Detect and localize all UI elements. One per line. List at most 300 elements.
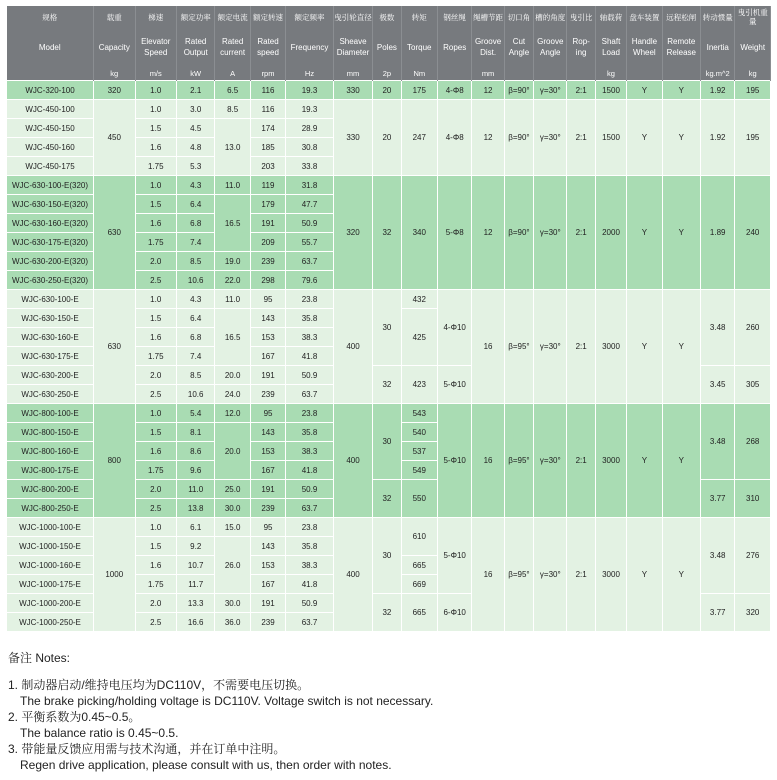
power-cell: 3.0	[176, 100, 214, 119]
frequency-cell: 30.8	[286, 138, 334, 157]
header-cn: 转动惯量	[701, 6, 735, 28]
power-cell: 4.3	[176, 176, 214, 195]
groove-angle-cell: γ=30°	[534, 100, 567, 176]
rpm-cell: 179	[250, 195, 285, 214]
speed-cell: 1.0	[135, 176, 176, 195]
rpm-cell: 95	[250, 290, 285, 309]
shaft-load-cell: 1500	[595, 81, 626, 100]
header-en: Frequency	[286, 28, 334, 66]
header-unit: Nm	[401, 66, 437, 81]
frequency-cell: 35.8	[286, 537, 334, 556]
weight-cell: 268	[735, 404, 771, 480]
groove-angle-cell: γ=30°	[534, 404, 567, 518]
header-cn: 槽的角度	[534, 6, 567, 28]
weight-cell: 240	[735, 176, 771, 290]
cut-angle-cell: β=95°	[504, 518, 533, 632]
note-item-2-cn: 2. 平衡系数为0.45~0.5。	[8, 710, 141, 724]
frequency-cell: 38.3	[286, 328, 334, 347]
remote-release-cell: Y	[662, 81, 700, 100]
header-cn: 载重	[94, 6, 135, 28]
header-unit	[534, 66, 567, 81]
note-item-2-en: The balance ratio is 0.45~0.5.	[20, 726, 179, 740]
power-cell: 11.7	[176, 575, 214, 594]
header-unit: kW	[176, 66, 214, 81]
model-cell: WJC-320-100	[7, 81, 94, 100]
speed-cell: 1.75	[135, 233, 176, 252]
torque-cell: 423	[401, 366, 437, 404]
model-cell: WJC-630-160-E(320)	[7, 214, 94, 233]
poles-cell: 32	[373, 480, 401, 518]
model-cell: WJC-630-150-E	[7, 309, 94, 328]
current-cell: 6.5	[215, 81, 250, 100]
remote-release-cell: Y	[662, 290, 700, 404]
note-item-1-en: The brake picking/holding voltage is DC110V. Voltage switch is not necessary.	[20, 694, 434, 708]
ropes-cell: 5-Φ10	[437, 404, 471, 518]
ropes-cell: 5-Φ10	[437, 366, 471, 404]
current-cell: 12.0	[215, 404, 250, 423]
power-cell: 5.4	[176, 404, 214, 423]
handle-wheel-cell: Y	[627, 404, 662, 518]
power-cell: 13.3	[176, 594, 214, 613]
current-cell: 20.0	[215, 366, 250, 385]
ropes-cell: 6-Φ10	[437, 594, 471, 632]
poles-cell: 32	[373, 176, 401, 290]
current-cell: 24.0	[215, 385, 250, 404]
model-cell: WJC-800-200-E	[7, 480, 94, 499]
header-en: Rop-ing	[567, 28, 595, 66]
rpm-cell: 298	[250, 271, 285, 290]
model-cell: WJC-450-150	[7, 119, 94, 138]
speed-cell: 1.75	[135, 347, 176, 366]
speed-cell: 1.0	[135, 518, 176, 537]
roping-cell: 2:1	[567, 81, 595, 100]
header-en: Torque	[401, 28, 437, 66]
rpm-cell: 116	[250, 100, 285, 119]
model-cell: WJC-450-175	[7, 157, 94, 176]
header-unit: m/s	[135, 66, 176, 81]
rpm-cell: 119	[250, 176, 285, 195]
groove-dist-cell: 12	[472, 100, 504, 176]
frequency-cell: 28.9	[286, 119, 334, 138]
rpm-cell: 239	[250, 613, 285, 632]
torque-cell: 247	[401, 100, 437, 176]
header-unit	[627, 66, 662, 81]
frequency-cell: 63.7	[286, 385, 334, 404]
current-cell: 22.0	[215, 271, 250, 290]
rpm-cell: 239	[250, 252, 285, 271]
rpm-cell: 153	[250, 556, 285, 575]
speed-cell: 2.5	[135, 271, 176, 290]
header-en: Capacity	[94, 28, 135, 66]
header-cn: 规格	[7, 6, 94, 28]
power-cell: 13.8	[176, 499, 214, 518]
header-unit: 2p	[373, 66, 401, 81]
header-unit: kg.m^2	[701, 66, 735, 81]
model-cell: WJC-630-175-E(320)	[7, 233, 94, 252]
inertia-cell: 1.92	[701, 81, 735, 100]
header-en: Inertia	[701, 28, 735, 66]
shaft-load-cell: 3000	[595, 404, 626, 518]
torque-cell: 550	[401, 480, 437, 518]
speed-cell: 1.5	[135, 423, 176, 442]
power-cell: 8.5	[176, 252, 214, 271]
groove-dist-cell: 16	[472, 518, 504, 632]
table-row	[7, 100, 771, 119]
inertia-cell: 3.45	[701, 366, 735, 404]
note-item-1-cn: 1. 制动器启动/维持电压均为DC110V，不需要电压切换。	[8, 678, 310, 692]
header-en: Weight	[735, 28, 771, 66]
header-en: Rated speed	[250, 28, 285, 66]
current-cell: 30.0	[215, 499, 250, 518]
power-cell: 11.0	[176, 480, 214, 499]
frequency-cell: 50.9	[286, 214, 334, 233]
frequency-cell: 19.3	[286, 100, 334, 119]
header-en: Sheave Diameter	[333, 28, 372, 66]
handle-wheel-cell: Y	[627, 518, 662, 632]
speed-cell: 2.5	[135, 385, 176, 404]
remote-release-cell: Y	[662, 404, 700, 518]
header-unit: kg	[595, 66, 626, 81]
table-row	[7, 290, 771, 309]
speed-cell: 1.75	[135, 157, 176, 176]
current-cell: 20.0	[215, 423, 250, 480]
groove-dist-cell: 12	[472, 176, 504, 290]
table-header	[7, 6, 771, 81]
speed-cell: 2.0	[135, 594, 176, 613]
poles-cell: 30	[373, 518, 401, 594]
header-cn: 绳槽节距	[472, 6, 504, 28]
rpm-cell: 209	[250, 233, 285, 252]
torque-cell: 540	[401, 423, 437, 442]
power-cell: 10.7	[176, 556, 214, 575]
current-cell: 16.5	[215, 195, 250, 252]
current-cell: 19.0	[215, 252, 250, 271]
groove-dist-cell: 12	[472, 81, 504, 100]
frequency-cell: 19.3	[286, 81, 334, 100]
header-cn: 转矩	[401, 6, 437, 28]
sheave-cell: 400	[333, 404, 372, 518]
rpm-cell: 191	[250, 594, 285, 613]
header-en: Remote Release	[662, 28, 700, 66]
frequency-cell: 79.6	[286, 271, 334, 290]
rpm-cell: 167	[250, 575, 285, 594]
rpm-cell: 191	[250, 480, 285, 499]
speed-cell: 2.5	[135, 613, 176, 632]
roping-cell: 2:1	[567, 100, 595, 176]
frequency-cell: 50.9	[286, 594, 334, 613]
roping-cell: 2:1	[567, 176, 595, 290]
frequency-cell: 63.7	[286, 499, 334, 518]
handle-wheel-cell: Y	[627, 81, 662, 100]
model-cell: WJC-1000-200-E	[7, 594, 94, 613]
header-row-unit	[7, 66, 771, 81]
frequency-cell: 33.8	[286, 157, 334, 176]
current-cell: 36.0	[215, 613, 250, 632]
rpm-cell: 191	[250, 366, 285, 385]
header-row-cn	[7, 6, 771, 28]
header-unit	[567, 66, 595, 81]
header-row-en	[7, 28, 771, 66]
inertia-cell: 1.89	[701, 176, 735, 290]
current-cell: 16.5	[215, 309, 250, 366]
header-unit: rpm	[250, 66, 285, 81]
frequency-cell: 41.8	[286, 347, 334, 366]
speed-cell: 1.6	[135, 328, 176, 347]
torque-cell: 669	[401, 575, 437, 594]
header-unit	[437, 66, 471, 81]
capacity-cell: 450	[94, 100, 135, 176]
model-cell: WJC-1000-175-E	[7, 575, 94, 594]
speed-cell: 1.0	[135, 100, 176, 119]
groove-dist-cell: 16	[472, 290, 504, 404]
table-row	[7, 81, 771, 100]
frequency-cell: 38.3	[286, 442, 334, 461]
power-cell: 16.6	[176, 613, 214, 632]
speed-cell: 2.0	[135, 480, 176, 499]
weight-cell: 320	[735, 594, 771, 632]
model-cell: WJC-630-100-E	[7, 290, 94, 309]
speed-cell: 1.5	[135, 119, 176, 138]
notes-title: 备注 Notes:	[8, 651, 71, 665]
header-unit: kg	[735, 66, 771, 81]
model-cell: WJC-630-250-E(320)	[7, 271, 94, 290]
header-cn: 轴载荷	[595, 6, 626, 28]
torque-cell: 665	[401, 594, 437, 632]
remote-release-cell: Y	[662, 176, 700, 290]
inertia-cell: 3.77	[701, 594, 735, 632]
sheave-cell: 400	[333, 290, 372, 404]
ropes-cell: 5-Φ8	[437, 176, 471, 290]
current-cell: 25.0	[215, 480, 250, 499]
rpm-cell: 191	[250, 214, 285, 233]
torque-cell: 537	[401, 442, 437, 461]
header-en: Cut Angle	[504, 28, 533, 66]
current-cell: 26.0	[215, 537, 250, 594]
sheave-cell: 320	[333, 176, 372, 290]
torque-cell: 610	[401, 518, 437, 556]
torque-cell: 432	[401, 290, 437, 309]
poles-cell: 30	[373, 404, 401, 480]
speed-cell: 1.5	[135, 537, 176, 556]
power-cell: 7.4	[176, 347, 214, 366]
roping-cell: 2:1	[567, 404, 595, 518]
model-cell: WJC-630-200-E(320)	[7, 252, 94, 271]
rpm-cell: 185	[250, 138, 285, 157]
sheave-cell: 330	[333, 81, 372, 100]
shaft-load-cell: 1500	[595, 100, 626, 176]
header-cn: 额定转速	[250, 6, 285, 28]
frequency-cell: 38.3	[286, 556, 334, 575]
current-cell: 15.0	[215, 518, 250, 537]
frequency-cell: 50.9	[286, 480, 334, 499]
header-cn: 极数	[373, 6, 401, 28]
header-en: Handle Wheel	[627, 28, 662, 66]
ropes-cell: 5-Φ10	[437, 518, 471, 594]
poles-cell: 30	[373, 290, 401, 366]
capacity-cell: 1000	[94, 518, 135, 632]
frequency-cell: 47.7	[286, 195, 334, 214]
model-cell: WJC-630-160-E	[7, 328, 94, 347]
cut-angle-cell: β=90°	[504, 81, 533, 100]
model-cell: WJC-630-250-E	[7, 385, 94, 404]
model-cell: WJC-800-250-E	[7, 499, 94, 518]
shaft-load-cell: 2000	[595, 176, 626, 290]
header-unit	[662, 66, 700, 81]
roping-cell: 2:1	[567, 290, 595, 404]
torque-cell: 175	[401, 81, 437, 100]
rpm-cell: 153	[250, 328, 285, 347]
cut-angle-cell: β=90°	[504, 100, 533, 176]
poles-cell: 20	[373, 81, 401, 100]
frequency-cell: 23.8	[286, 518, 334, 537]
power-cell: 6.4	[176, 309, 214, 328]
header-cn: 额定频率	[286, 6, 334, 28]
header-en: Elevator Speed	[135, 28, 176, 66]
rpm-cell: 167	[250, 461, 285, 480]
capacity-cell: 320	[94, 81, 135, 100]
frequency-cell: 31.8	[286, 176, 334, 195]
frequency-cell: 63.7	[286, 613, 334, 632]
speed-cell: 2.0	[135, 252, 176, 271]
torque-cell: 549	[401, 461, 437, 480]
model-cell: WJC-450-160	[7, 138, 94, 157]
header-cn: 曳引轮直径	[333, 6, 372, 28]
model-cell: WJC-1000-160-E	[7, 556, 94, 575]
poles-cell: 32	[373, 594, 401, 632]
model-cell: WJC-800-160-E	[7, 442, 94, 461]
header-cn: 额定电流	[215, 6, 250, 28]
table-row	[7, 176, 771, 195]
frequency-cell: 55.7	[286, 233, 334, 252]
header-en: Groove Angle	[534, 28, 567, 66]
poles-cell: 20	[373, 100, 401, 176]
model-cell: WJC-1000-150-E	[7, 537, 94, 556]
table-row	[7, 404, 771, 423]
groove-angle-cell: γ=30°	[534, 518, 567, 632]
speed-cell: 1.6	[135, 138, 176, 157]
rpm-cell: 174	[250, 119, 285, 138]
rpm-cell: 203	[250, 157, 285, 176]
note-item-3-cn: 3. 带能量反馈应用需与技术沟通，并在订单中注明。	[8, 742, 286, 756]
handle-wheel-cell: Y	[627, 176, 662, 290]
frequency-cell: 50.9	[286, 366, 334, 385]
header-unit	[504, 66, 533, 81]
power-cell: 2.1	[176, 81, 214, 100]
header-unit: A	[215, 66, 250, 81]
weight-cell: 260	[735, 290, 771, 366]
speed-cell: 1.75	[135, 575, 176, 594]
header-cn: 切口角	[504, 6, 533, 28]
header-unit: kg	[94, 66, 135, 81]
cut-angle-cell: β=95°	[504, 290, 533, 404]
header-en: Model	[7, 28, 94, 66]
speed-cell: 1.75	[135, 461, 176, 480]
remote-release-cell: Y	[662, 518, 700, 632]
header-unit: Hz	[286, 66, 334, 81]
model-cell: WJC-630-150-E(320)	[7, 195, 94, 214]
remote-release-cell: Y	[662, 100, 700, 176]
power-cell: 7.4	[176, 233, 214, 252]
shaft-load-cell: 3000	[595, 290, 626, 404]
speed-cell: 2.5	[135, 499, 176, 518]
weight-cell: 195	[735, 81, 771, 100]
current-cell: 30.0	[215, 594, 250, 613]
header-unit: mm	[472, 66, 504, 81]
sheave-cell: 400	[333, 518, 372, 632]
power-cell: 9.2	[176, 537, 214, 556]
model-cell: WJC-800-150-E	[7, 423, 94, 442]
inertia-cell: 3.48	[701, 404, 735, 480]
rpm-cell: 239	[250, 385, 285, 404]
header-en: Rated current	[215, 28, 250, 66]
weight-cell: 276	[735, 518, 771, 594]
cut-angle-cell: β=95°	[504, 404, 533, 518]
notes-section	[8, 650, 433, 773]
torque-cell: 665	[401, 556, 437, 575]
rpm-cell: 95	[250, 518, 285, 537]
current-cell: 11.0	[215, 290, 250, 309]
cut-angle-cell: β=90°	[504, 176, 533, 290]
inertia-cell: 3.48	[701, 290, 735, 366]
power-cell: 10.6	[176, 385, 214, 404]
table-body	[7, 81, 771, 632]
header-unit: mm	[333, 66, 372, 81]
header-en: Rated Output	[176, 28, 214, 66]
model-cell: WJC-1000-250-E	[7, 613, 94, 632]
header-unit	[7, 66, 94, 81]
current-cell: 8.5	[215, 100, 250, 119]
model-cell: WJC-450-100	[7, 100, 94, 119]
torque-cell: 340	[401, 176, 437, 290]
header-cn: 远程松闸	[662, 6, 700, 28]
speed-cell: 1.5	[135, 309, 176, 328]
model-cell: WJC-630-175-E	[7, 347, 94, 366]
frequency-cell: 41.8	[286, 461, 334, 480]
rpm-cell: 95	[250, 404, 285, 423]
power-cell: 4.3	[176, 290, 214, 309]
header-cn: 曳引比	[567, 6, 595, 28]
capacity-cell: 630	[94, 290, 135, 404]
ropes-cell: 4-Φ10	[437, 290, 471, 366]
model-cell: WJC-1000-100-E	[7, 518, 94, 537]
poles-cell: 32	[373, 366, 401, 404]
frequency-cell: 23.8	[286, 290, 334, 309]
inertia-cell: 3.77	[701, 480, 735, 518]
model-cell: WJC-630-200-E	[7, 366, 94, 385]
handle-wheel-cell: Y	[627, 100, 662, 176]
frequency-cell: 35.8	[286, 309, 334, 328]
torque-cell: 543	[401, 404, 437, 423]
model-cell: WJC-800-175-E	[7, 461, 94, 480]
table-row	[7, 518, 771, 537]
power-cell: 6.8	[176, 328, 214, 347]
frequency-cell: 23.8	[286, 404, 334, 423]
header-cn: 盘车装置	[627, 6, 662, 28]
power-cell: 6.8	[176, 214, 214, 233]
ropes-cell: 4-Φ8	[437, 81, 471, 100]
speed-cell: 1.6	[135, 214, 176, 233]
weight-cell: 305	[735, 366, 771, 404]
ropes-cell: 4-Φ8	[437, 100, 471, 176]
power-cell: 9.6	[176, 461, 214, 480]
header-cn: 梯速	[135, 6, 176, 28]
shaft-load-cell: 3000	[595, 518, 626, 632]
power-cell: 6.1	[176, 518, 214, 537]
speed-cell: 1.0	[135, 290, 176, 309]
power-cell: 6.4	[176, 195, 214, 214]
current-cell: 13.0	[215, 119, 250, 176]
spec-table	[6, 6, 771, 632]
